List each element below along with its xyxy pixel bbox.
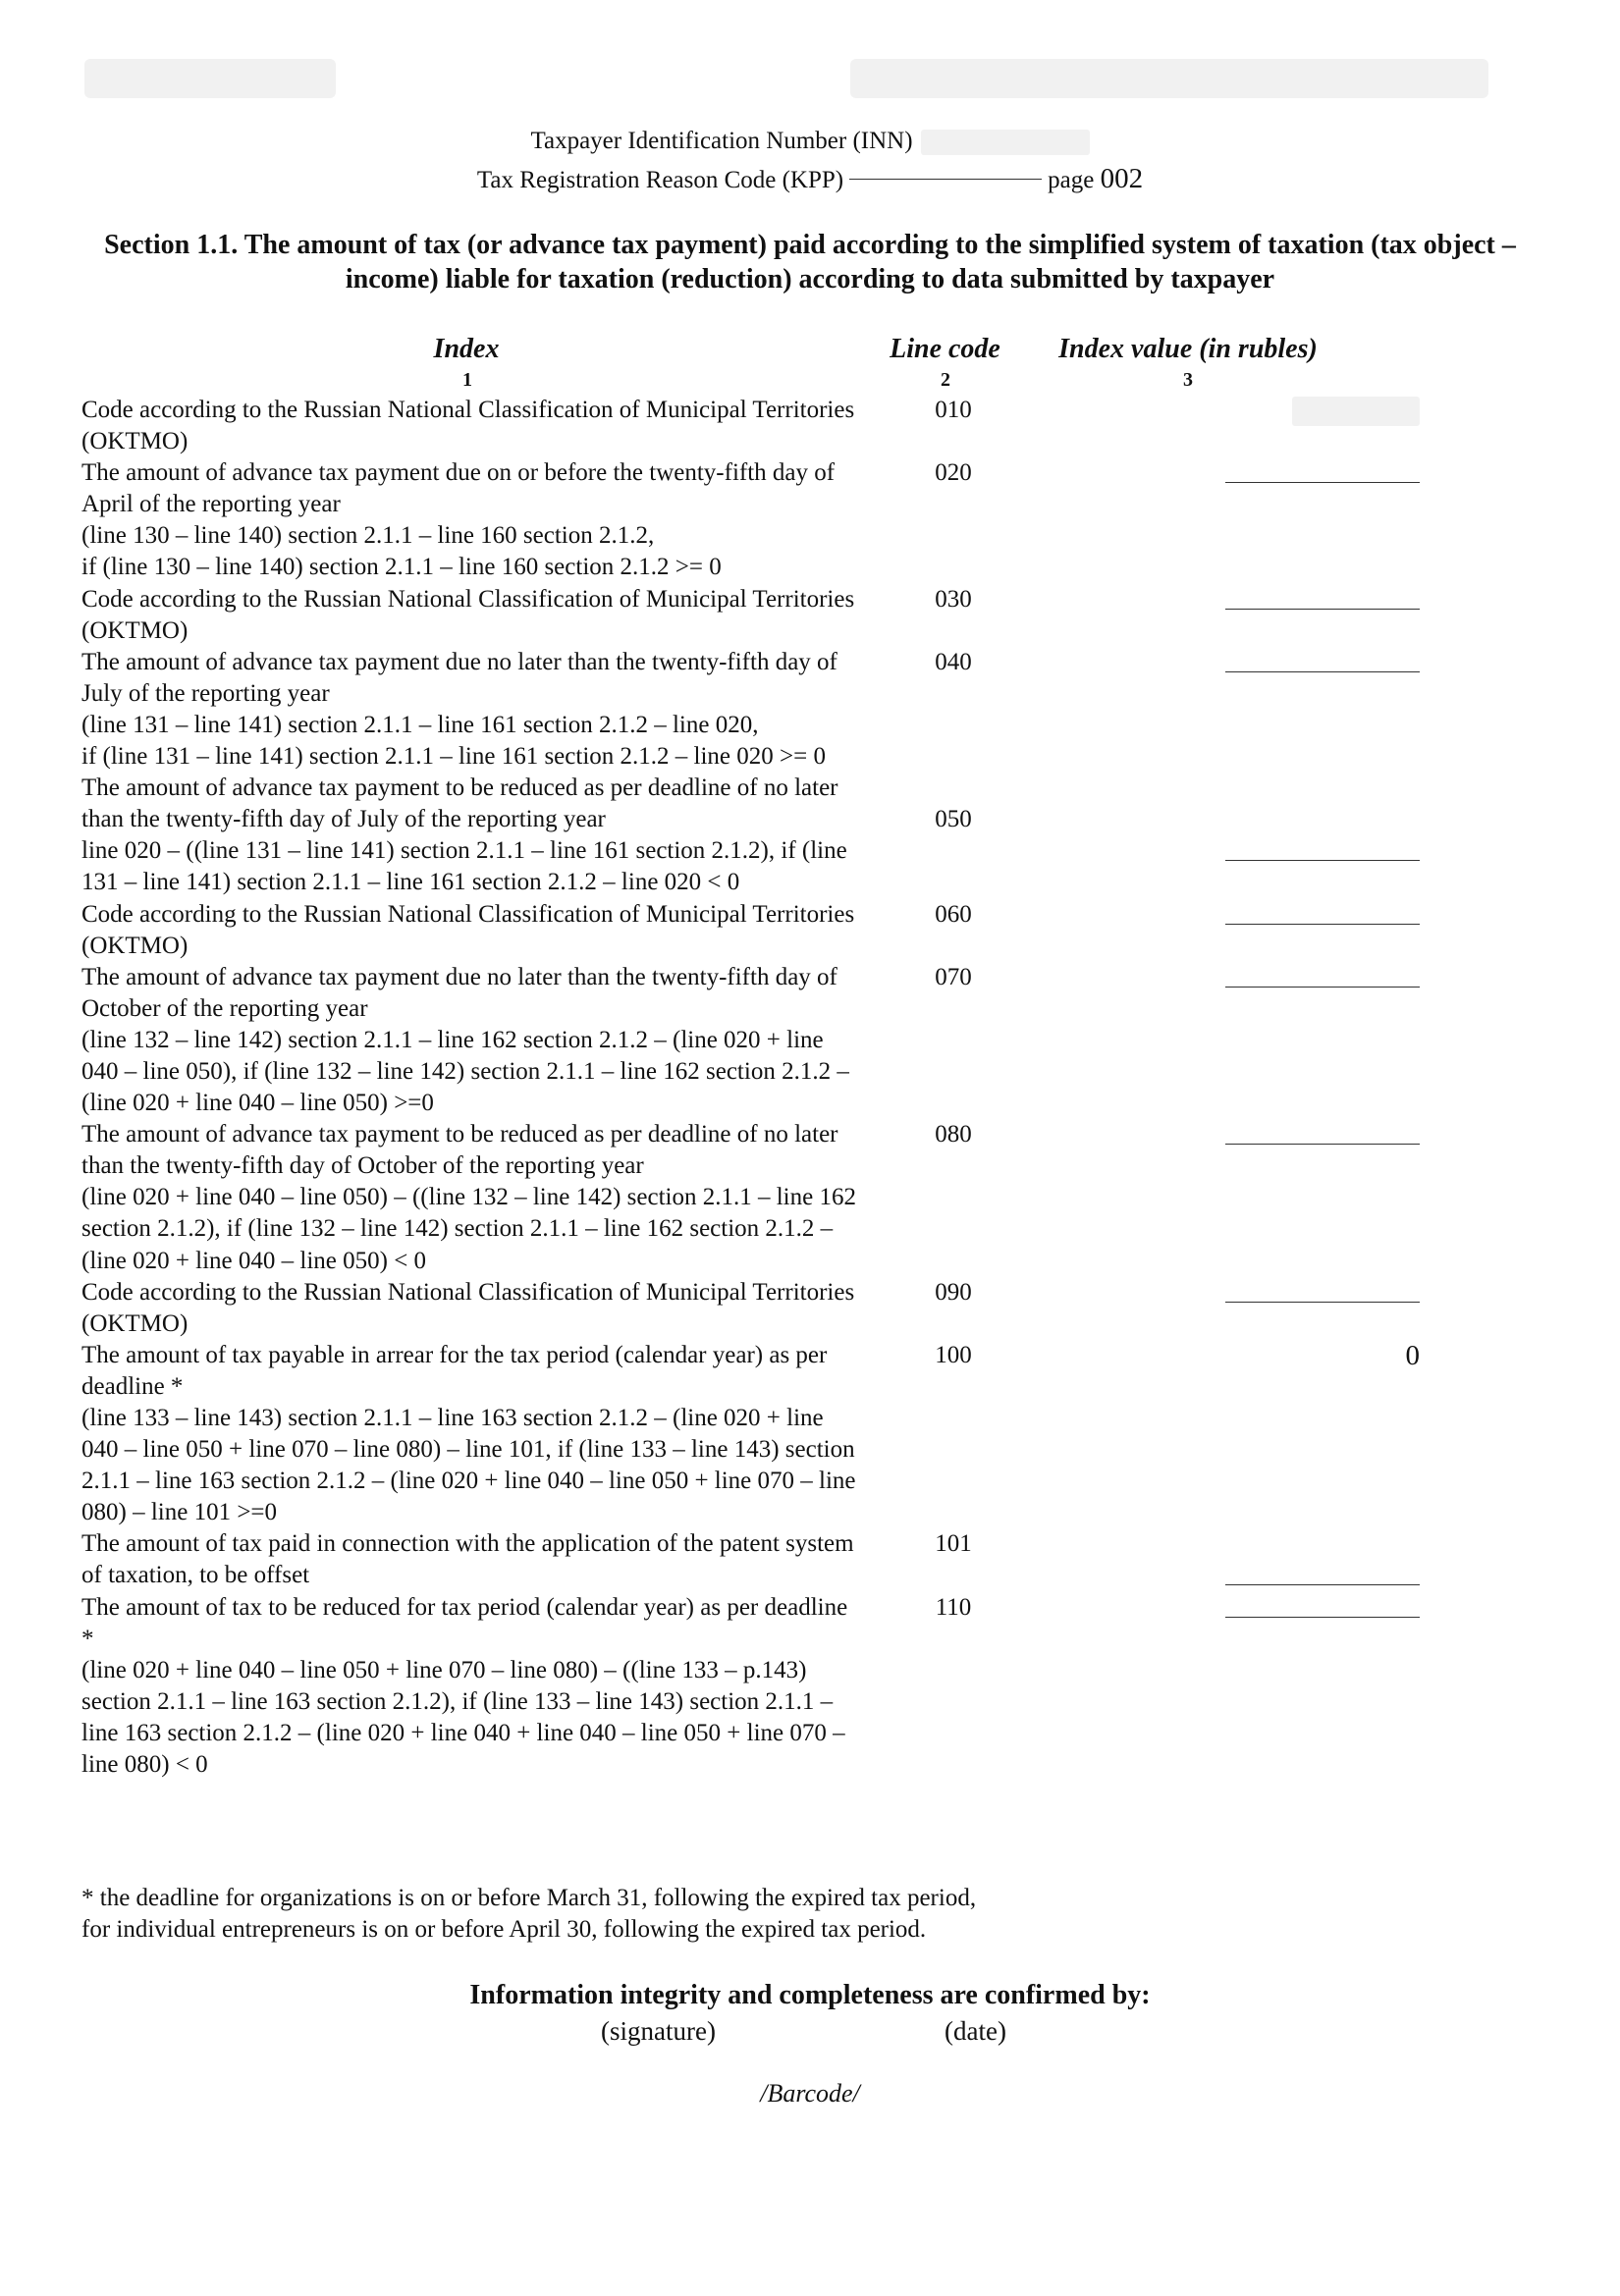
confirmation-title: Information integrity and completeness are confirmed by: bbox=[469, 1980, 1151, 2010]
row-index-text: The amount of tax payable in arrear for the tax period (calendar year) as per deadline * (line 133 – line 143) section 2.1.1 – line 163 section 2.1.2 – (line 020 + line 040 – line 050 + line 070 – line 080) – line 101, if (line 133 – line 143) section 2.1.1 – line 163 section 2.1.2 – (line 020 + line 040 – line 050 + line 070 – line 080) – line 101 >=0 bbox=[81, 1341, 856, 1526]
row-index-text: The amount of advance tax payment due no later than the twenty-fifth day of July of the reporting year (line 131 – line 141) section 2.1.1 – line 161 section 2.1.2 – line 020, if (line 131 – line 141) section 2.1.1 – line 161 section 2.1.2 – line 020 >= 0 bbox=[81, 648, 837, 771]
row-line-code: 101 bbox=[935, 1530, 972, 1558]
row-index-text: Code according to the Russian National Classification of Municipal Territories (OKTMO) bbox=[81, 585, 855, 644]
kpp-blank-field bbox=[849, 179, 1042, 180]
table-row bbox=[81, 395, 1348, 457]
row-index-value bbox=[1145, 1340, 1420, 1371]
column-index-value-number: 3 bbox=[1183, 369, 1193, 391]
redacted-header-right bbox=[850, 59, 1488, 98]
page-number: 002 bbox=[1100, 163, 1144, 194]
row-index-value bbox=[1145, 962, 1420, 993]
column-line-code-number: 2 bbox=[941, 369, 950, 391]
row-index-value bbox=[1145, 395, 1420, 426]
table-row bbox=[81, 1339, 1420, 1529]
section-title: Section 1.1. The amount of tax (or advance tax payment) paid according to the simplified system of taxation (tax object – income) liable for taxation (reduction) according to data submitted by taxpayer bbox=[104, 230, 1516, 294]
row-line-code: 040 bbox=[935, 648, 972, 675]
row-line-code: 110 bbox=[935, 1593, 972, 1621]
footnote-line: for individual entrepreneurs is on or before April 30, following the expired tax period. bbox=[81, 1916, 927, 1943]
table-row bbox=[81, 1528, 1348, 1591]
table-row bbox=[81, 1277, 1348, 1340]
table-row bbox=[81, 1119, 1348, 1276]
value-blank-field bbox=[1225, 1302, 1420, 1303]
row-line-code: 090 bbox=[935, 1278, 972, 1306]
row-index-value bbox=[1145, 584, 1420, 615]
table-row bbox=[81, 457, 1348, 583]
row-line-code: 060 bbox=[935, 900, 972, 928]
row-index-value bbox=[1145, 899, 1420, 931]
value-blank-field bbox=[1225, 482, 1420, 483]
footnote-line: * the deadline for organizations is on or before March 31, following the expired tax period, bbox=[81, 1885, 977, 1911]
value-number: 0 bbox=[1405, 1339, 1420, 1371]
row-index-value bbox=[1145, 1560, 1420, 1591]
tax-table bbox=[81, 395, 1420, 1781]
row-index-value bbox=[1145, 647, 1420, 678]
signature-label: (signature) bbox=[601, 2016, 716, 2046]
table-row bbox=[81, 584, 1348, 647]
table-row bbox=[81, 899, 1348, 962]
row-line-code: 100 bbox=[935, 1341, 972, 1368]
table-row bbox=[81, 1592, 1348, 1782]
row-index-text: The amount of advance tax payment to be reduced as per deadline of no later than the twenty-fifth day of October of the reporting year (line 020 + line 040 – line 050) – ((line 132 – line 142) section 2.1.1 – line 162 section 2.1.2), if (line 132 – line 142) section 2.1.1 – line 162 section 2.1.2 – (line 020 + line 040 – line 050) < 0 bbox=[81, 1121, 856, 1274]
row-index-value bbox=[1145, 1119, 1420, 1150]
row-index-value bbox=[1145, 1277, 1420, 1308]
row-line-code: 030 bbox=[935, 585, 972, 613]
value-blank-field bbox=[1225, 1144, 1420, 1145]
inn-line bbox=[0, 128, 1620, 155]
row-line-code: 080 bbox=[935, 1121, 972, 1148]
row-line-code: 020 bbox=[935, 459, 972, 487]
row-index-text: Code according to the Russian National Classification of Municipal Territories (OKTMO) bbox=[81, 397, 855, 455]
row-index-value bbox=[1145, 457, 1420, 489]
value-blank-field bbox=[1225, 924, 1420, 925]
kpp-label: Tax Registration Reason Code (KPP) bbox=[476, 167, 844, 193]
table-row bbox=[81, 773, 1348, 898]
row-index-text: Code according to the Russian National Classification of Municipal Territories (OKTMO) bbox=[81, 1278, 855, 1337]
footnote bbox=[81, 1883, 1358, 1946]
barcode-label: /Barcode/ bbox=[760, 2079, 860, 2108]
row-index-value bbox=[1145, 1592, 1420, 1624]
row-line-code: 070 bbox=[935, 963, 972, 990]
inn-redacted-value bbox=[921, 130, 1090, 155]
value-blank-field bbox=[1225, 1617, 1420, 1618]
value-blank-field bbox=[1225, 987, 1420, 988]
row-index-text: The amount of advance tax payment due on or before the twenty-fifth day of April of the reporting year (line 130 – line 140) section 2.1.1 – line 160 section 2.1.2, if (line 130 – line 140) section 2.1.1 – line 160 section 2.1.2 >= 0 bbox=[81, 459, 836, 581]
column-index-title: Index bbox=[433, 334, 500, 364]
column-index-value-title: Index value (in rubles) bbox=[1058, 334, 1318, 364]
table-row bbox=[81, 962, 1348, 1119]
row-line-code: 010 bbox=[935, 397, 972, 423]
kpp-line bbox=[0, 163, 1620, 195]
row-index-text: The amount of advance tax payment due no later than the twenty-fifth day of October of the reporting year (line 132 – line 142) section 2.1.1 – line 162 section 2.1.2 – (line 020 + line 040 – line 050), if (line 132 – line 142) section 2.1.1 – line 162 section 2.1.2 – (line 020 + line 040 – line 050) >=0 bbox=[81, 963, 849, 1117]
value-blank-field bbox=[1225, 1584, 1420, 1585]
value-blank-field bbox=[1225, 671, 1420, 672]
value-blank-field bbox=[1225, 860, 1420, 861]
value-blank-field bbox=[1225, 609, 1420, 610]
page-label: page bbox=[1048, 167, 1095, 193]
row-index-value bbox=[1145, 835, 1420, 867]
date-label: (date) bbox=[945, 2016, 1006, 2046]
inn-label: Taxpayer Identification Number (INN) bbox=[530, 128, 913, 154]
table-row bbox=[81, 647, 1348, 773]
column-line-code-title: Line code bbox=[890, 334, 1000, 364]
row-index-text: The amount of tax to be reduced for tax period (calendar year) as per deadline * (line 020 + line 040 – line 050 + line 070 – line 080) – ((line 133 – p.143) section 2.1.1 – line 163 section 2.1.2), if (line 133 – line 143) section 2.1.1 – line 163 section 2.1.2 – (line 020 + line 040 + line 040 – line 050 + line 070 – line 080) < 0 bbox=[81, 1593, 848, 1779]
row-index-text: The amount of advance tax payment to be reduced as per deadline of no later than the twenty-fifth day of July of the reporting year line 020 – ((line 131 – line 141) section 2.1.1 – line 161 section 2.1.2), if (line 131 – line 141) section 2.1.1 – line 161 section 2.1.2 – line 020 < 0 bbox=[81, 774, 847, 896]
column-index-number: 1 bbox=[462, 369, 472, 391]
row-line-code: 050 bbox=[935, 806, 972, 833]
row-index-text: Code according to the Russian National Classification of Municipal Territories (OKTMO) bbox=[81, 900, 855, 959]
row-index-text: The amount of tax paid in connection with the application of the patent system of taxation, to be offset bbox=[81, 1530, 854, 1589]
redacted-header-left bbox=[84, 59, 336, 98]
value-redacted bbox=[1292, 397, 1420, 426]
